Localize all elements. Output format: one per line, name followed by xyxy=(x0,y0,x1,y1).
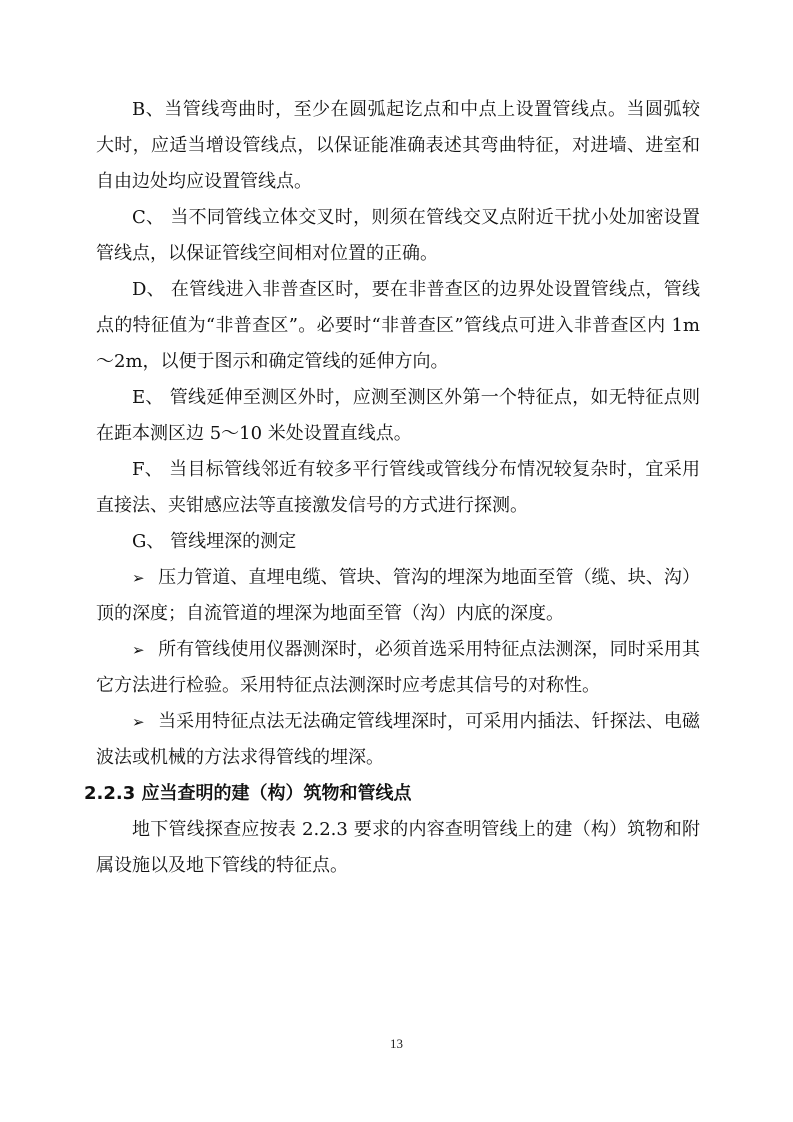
arrow-bullet-icon: ➢ xyxy=(132,641,145,659)
paragraph-g xyxy=(96,524,700,560)
bullet-item xyxy=(96,560,700,632)
paragraph-f xyxy=(96,452,700,524)
bullet-text: 压力管道、直埋电缆、管块、管沟的埋深为地面至管（缆、块、沟）顶的深度；自流管道的埋深为地面至管（沟）内底的深度。 xyxy=(96,567,700,624)
arrow-bullet-icon: ➢ xyxy=(132,569,145,587)
paragraph-c xyxy=(96,200,700,272)
item-label: G、 xyxy=(132,531,171,552)
paragraph-text: 在管线进入非普查区时，要在非普查区的边界处设置管线点，管线点的特征值为“非普查区”。必要时“非普查区”管线点可进入非普查区内 1m～2m，以便于图示和确定管线的延伸方向。 xyxy=(96,279,701,372)
item-label: D、 xyxy=(132,279,171,300)
paragraph-text: 当不同管线立体交叉时，则须在管线交叉点附近干扰小处加密设置管线点，以保证管线空间相对位置的正确。 xyxy=(96,207,701,264)
section-body: 地下管线探查应按表 2.2.3 要求的内容查明管线上的建（构）筑物和附属设施以及地下管线的特征点。 xyxy=(96,819,700,876)
bullet-item xyxy=(96,632,700,704)
paragraph-e xyxy=(96,380,700,452)
item-label: B、 xyxy=(132,99,165,120)
bullet-text: 所有管线使用仪器测深时，必须首选采用特征点法测深，同时采用其它方法进行检验。采用特征点法测深时应考虑其信号的对称性。 xyxy=(96,639,700,696)
bullet-item xyxy=(96,704,700,776)
paragraph-b xyxy=(96,92,700,200)
page-number: 13 xyxy=(390,1036,403,1051)
section-heading xyxy=(84,776,700,812)
section-title: 应当查明的建（构）筑物和管线点 xyxy=(141,783,412,804)
paragraph-d xyxy=(96,272,700,380)
paragraph-text: 管线延伸至测区外时，应测至测区外第一个特征点，如无特征点则在距本测区边 5～10 米处设置直线点。 xyxy=(96,387,700,444)
section-number: 2.2.3 xyxy=(84,783,136,804)
item-label: F、 xyxy=(132,459,170,480)
item-label: E、 xyxy=(132,387,170,408)
arrow-bullet-icon: ➢ xyxy=(132,713,145,731)
paragraph-text: 管线埋深的测定 xyxy=(170,531,297,552)
bullet-text: 当采用特征点法无法确定管线埋深时，可采用内插法、钎探法、电磁波法或机械的方法求得管线的埋深。 xyxy=(96,711,700,768)
document-page xyxy=(84,92,701,884)
paragraph-text: 当管线弯曲时，至少在圆弧起讫点和中点上设置管线点。当圆弧较大时，应适当增设管线点，以保证能准确表述其弯曲特征，对进墙、进室和自由边处均应设置管线点。 xyxy=(96,99,700,192)
paragraph-text: 当目标管线邻近有较多平行管线或管线分布情况较复杂时，宜采用直接法、夹钳感应法等直接激发信号的方式进行探测。 xyxy=(96,459,701,516)
item-label: C、 xyxy=(132,207,171,228)
